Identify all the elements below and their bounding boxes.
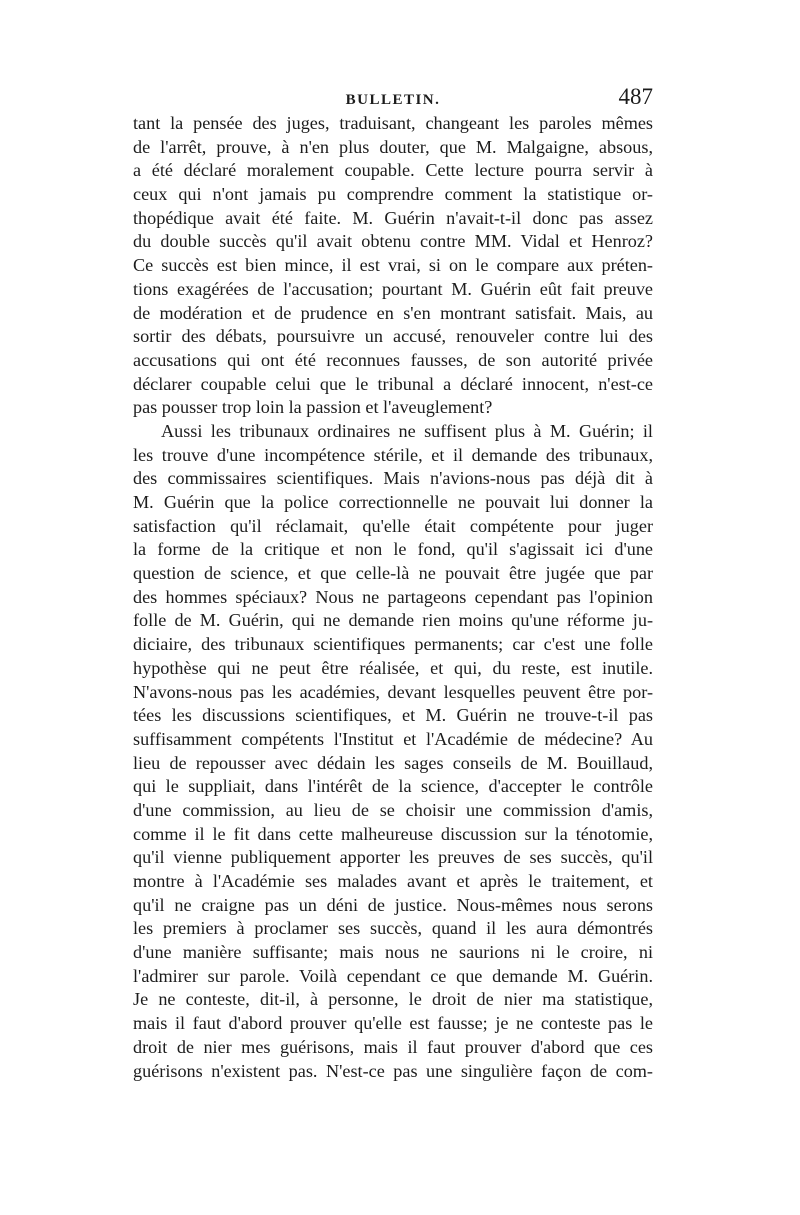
text-line: sortir des débats, poursuivre un accusé, renouveler contre lui des [133, 326, 653, 347]
page-number: 487 [618, 84, 653, 109]
text-line: accusations qui ont été reconnues fausses, de son autorité privée [133, 349, 653, 370]
text-line: pas pousser trop loin la passion et l'aveuglement? [133, 397, 493, 418]
text-line: déclarer coupable celui que le tribunal a déclaré innocent, n'est-ce [133, 373, 653, 394]
text-line: Ce succès est bien mince, il est vrai, si on le compare aux préten- [133, 255, 653, 276]
text-line: de modération et de prudence en s'en montrant satisfait. Mais, au [133, 302, 653, 323]
text-line: de l'arrêt, prouve, à n'en plus douter, que M. Malgaigne, absous, [133, 136, 653, 157]
text-line: guérisons n'existent pas. N'est-ce pas une singulière façon de com- [133, 1060, 653, 1081]
text-line: suffisamment compétents l'Institut et l'Académie de médecine? Au [133, 728, 653, 749]
text-line: les premiers à proclamer ses succès, quand il les aura démontrés [133, 918, 653, 939]
text-line: des hommes spéciaux? Nous ne partageons cependant pas l'opinion [133, 586, 653, 607]
text-line: comme il le fit dans cette malheureuse discussion sur la ténotomie, [133, 823, 653, 844]
text-line: d'une commission, au lieu de se choisir une commission d'amis, [133, 799, 653, 820]
text-line: la forme de la critique et non le fond, qu'il s'agissait ici d'une [133, 539, 653, 560]
text-line: Aussi les tribunaux ordinaires ne suffisent plus à M. Guérin; il [161, 420, 653, 441]
text-line: du double succès qu'il avait obtenu contre MM. Vidal et Henroz? [133, 231, 653, 252]
text-line: d'une manière suffisante; mais nous ne saurions ni le croire, ni [133, 942, 653, 963]
text-line: satisfaction qu'il réclamait, qu'elle était compétente pour juger [133, 515, 653, 536]
text-line: hypothèse qui ne peut être réalisée, et qui, du reste, est inutile. [133, 657, 653, 678]
text-line: M. Guérin que la police correctionnelle ne pouvait lui donner la [133, 492, 653, 512]
text-line: Je ne conteste, dit-il, à personne, le droit de nier ma statistique, [133, 989, 653, 1010]
text-line: N'avons-nous pas les académies, devant lesquelles peuvent être por- [133, 681, 653, 702]
text-line: ceux qui n'ont jamais pu comprendre comment la statistique or- [133, 184, 653, 205]
text-line: montre à l'Académie ses malades avant et après le traitement, et [133, 871, 653, 891]
text-line: folle de M. Guérin, qui ne demande rien moins qu'une réforme ju- [133, 610, 653, 631]
text-line: question de science, et que celle-là ne pouvait être jugée que par [133, 563, 653, 584]
text-line: qu'il vienne publiquement apporter les preuves de ses succès, qu'il [133, 847, 653, 868]
text-line: tées les discussions scientifiques, et M. Guérin ne trouve-t-il pas [133, 705, 653, 726]
text-line: tions exagérées de l'accusation; pourtant M. Guérin eût fait preuve [133, 278, 653, 299]
text-line: l'admirer sur parole. Voilà cependant ce que demande M. Guérin. [133, 965, 653, 986]
text-line: thopédique avait été faite. M. Guérin n'avait-t-il donc pas assez [133, 207, 653, 228]
text-line: les trouve d'une incompétence stérile, et il demande des tribunaux, [133, 444, 653, 465]
text-line: droit de nier mes guérisons, mais il faut prouver d'abord que ces [133, 1036, 653, 1057]
text-line: des commissaires scientifiques. Mais n'avions-nous pas déjà dit à [133, 468, 653, 489]
body-text [133, 112, 653, 1083]
text-line: qui le suppliait, dans l'intérêt de la science, d'accepter le contrôle [133, 776, 653, 797]
text-line: tant la pensée des juges, traduisant, changeant les paroles mêmes [133, 113, 653, 133]
text-line: a été déclaré moralement coupable. Cette lecture pourra servir à [133, 160, 653, 181]
running-title: BULLETIN. [345, 92, 441, 108]
text-line: mais il faut d'abord prouver qu'elle est fausse; je ne conteste pas le [133, 1013, 653, 1034]
text-line: qu'il ne craigne pas un déni de justice. Nous-mêmes nous serons [133, 894, 653, 915]
text-line: diciaire, des tribunaux scientifiques permanents; car c'est une folle [133, 634, 653, 655]
text-line: lieu de repousser avec dédain les sages conseils de M. Bouillaud, [133, 752, 653, 773]
